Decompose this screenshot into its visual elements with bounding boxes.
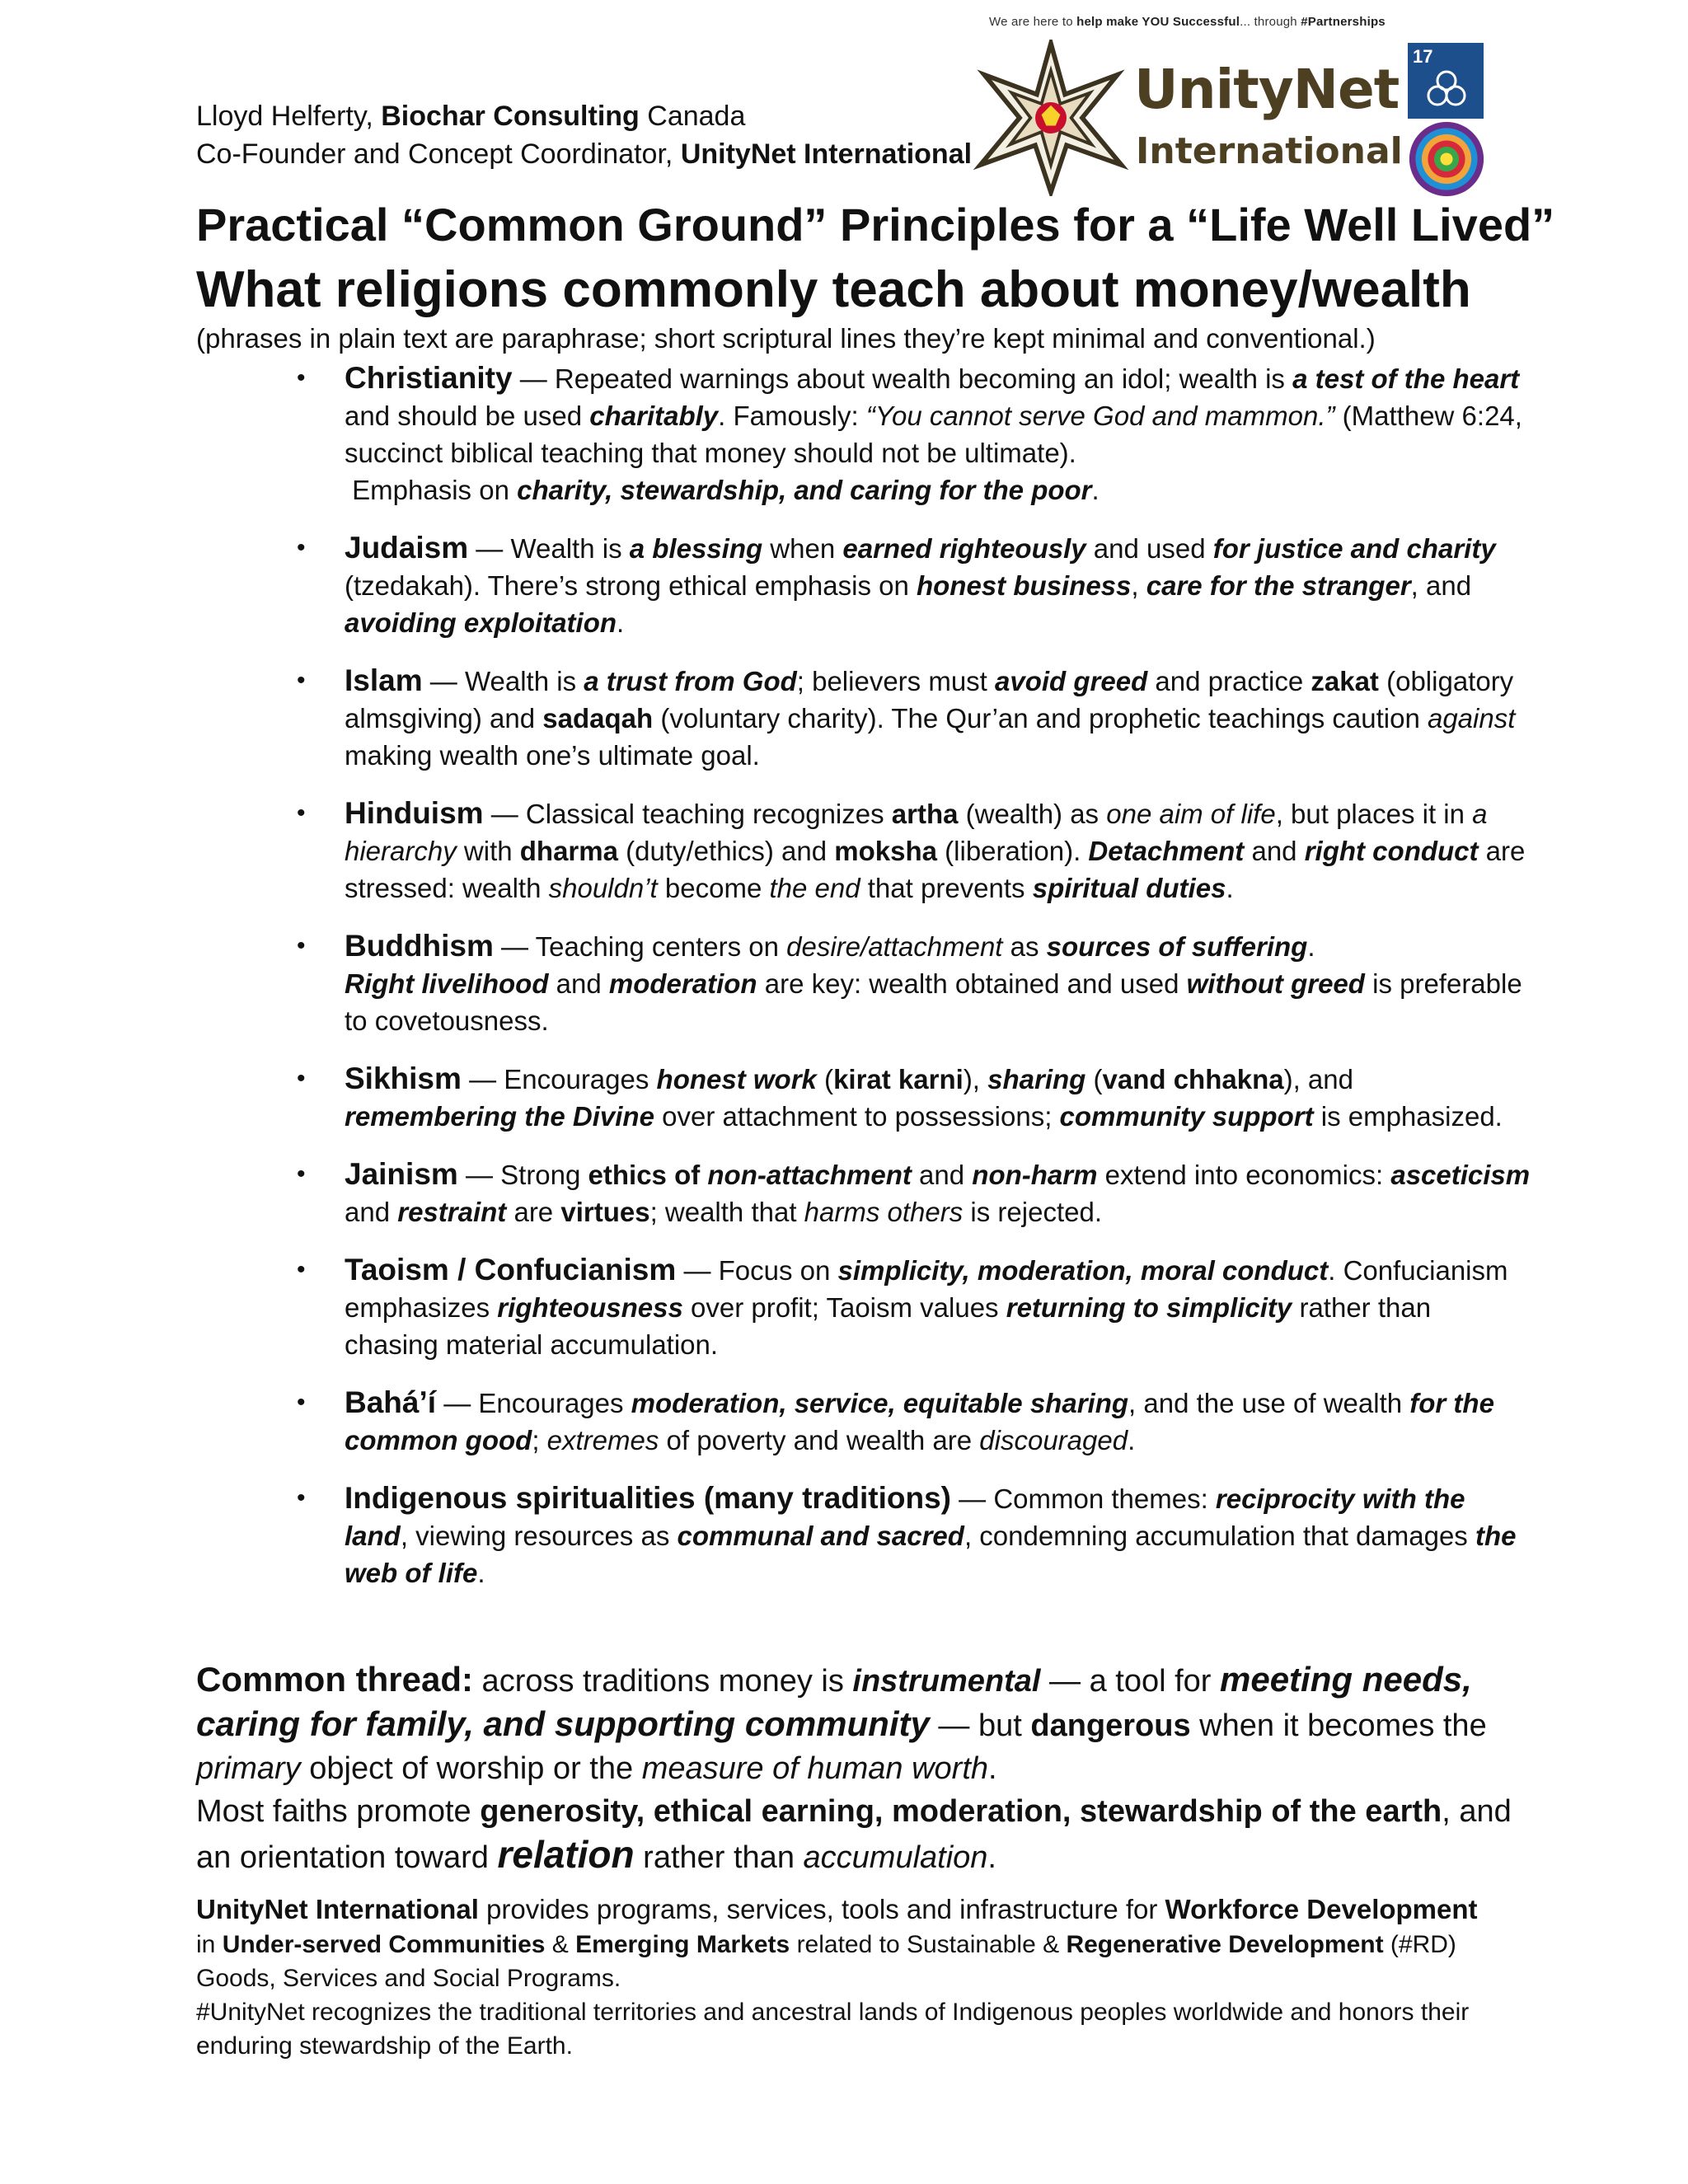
text-segment: (	[1085, 1064, 1103, 1094]
text-segment: (#RD)	[1383, 1931, 1456, 1958]
religion-list	[293, 359, 1531, 1612]
religion-name: Christianity	[345, 361, 513, 395]
text-segment: when it becomes the	[1190, 1708, 1487, 1743]
text-segment: (	[816, 1064, 834, 1094]
text-segment: related to Sustainable &	[790, 1931, 1067, 1958]
text-segment: rather than	[634, 1840, 804, 1875]
emphasis-text: non-attachment	[707, 1160, 912, 1190]
text-segment: are key: wealth obtained and used	[757, 968, 1187, 999]
religion-name: Sikhism	[345, 1062, 462, 1095]
text-segment: (tzedakah). There’s strong ethical emphasis on	[345, 570, 917, 601]
common-thread	[196, 1658, 1548, 1879]
text-segment: are stressed: wealth	[345, 836, 1526, 903]
text-segment: ;	[532, 1425, 547, 1455]
bold-text: sadaqah	[542, 703, 654, 733]
bold-text: zakat	[1311, 666, 1379, 696]
text-segment: — Repeated warnings about wealth becoming an idol; wealth is	[512, 363, 1293, 394]
text-segment: , and	[1410, 570, 1472, 601]
list-item	[345, 529, 1531, 641]
text-segment: (liberation).	[937, 836, 1089, 866]
text-segment: are	[506, 1197, 561, 1227]
text-segment: — Teaching centers on	[493, 931, 787, 962]
emphasis-text: a test of the heart	[1292, 363, 1520, 394]
text-segment: as	[1002, 931, 1047, 962]
italic-text: primary	[196, 1751, 301, 1786]
text-segment: extend into economics:	[1097, 1160, 1391, 1190]
italic-text: accumulation	[803, 1840, 988, 1875]
text-segment: .	[987, 1840, 996, 1875]
italic-text: desire/attachment	[786, 931, 1003, 962]
italic-text: against	[1427, 703, 1516, 733]
emphasis-text: charitably	[589, 401, 719, 431]
text-segment: provides programs, services, tools and infrastructure for	[478, 1894, 1165, 1924]
text-segment: — but	[929, 1708, 1031, 1743]
footer	[196, 1892, 1548, 2063]
religion-name: Taoism / Confucianism	[345, 1253, 677, 1286]
author-block	[196, 97, 972, 173]
list-item	[345, 359, 1531, 509]
text-segment: ),	[963, 1064, 988, 1094]
bold-text: kirat karni	[833, 1064, 964, 1094]
text-segment: .	[1226, 873, 1234, 903]
emphasis-text: instrumental	[852, 1664, 1041, 1699]
text-segment: ; believers must	[796, 666, 996, 696]
list-item	[345, 1251, 1531, 1363]
logo-sub: International	[1136, 130, 1403, 172]
emphasis-text: Detachment	[1088, 836, 1245, 866]
italic-text: “You cannot serve God and mammon.”	[865, 401, 1335, 431]
logo-tagline-prefix: We are here to	[989, 15, 1073, 29]
bold-text: ethics of	[588, 1160, 708, 1190]
text-segment: — Focus on	[676, 1255, 838, 1286]
text-segment: — Encourages	[436, 1388, 631, 1418]
emphasis-text: restraint	[397, 1197, 507, 1227]
list-item	[345, 927, 1531, 1039]
sdg-number: 17	[1413, 46, 1433, 67]
text-segment: — a tool for	[1040, 1664, 1220, 1699]
logo-tagline-mid: ... through	[1240, 15, 1297, 29]
emphasis-text: a trust from God	[584, 666, 797, 696]
text-segment: — Wealth is	[468, 533, 630, 564]
emphasis-text: avoiding exploitation	[345, 607, 617, 638]
author-name: Lloyd Helferty,	[196, 101, 373, 132]
author-role: Co-Founder and Concept Coordinator,	[196, 138, 673, 170]
emphasis-text: community support	[1059, 1101, 1314, 1132]
text-segment: Most faiths promote	[196, 1794, 481, 1829]
company-country: Canada	[647, 101, 746, 132]
emphasis-text: communal and sacred	[677, 1521, 964, 1551]
text-segment: . Confucianism emphasizes	[345, 1255, 1508, 1323]
emphasis-text: charity, stewardship, and caring for the poor	[517, 475, 1092, 505]
emphasis-text: moderation	[608, 968, 757, 999]
italic-text: one aim of life	[1106, 799, 1276, 829]
emphasis-text: avoid greed	[995, 666, 1148, 696]
emphasis-text: asceticism	[1390, 1160, 1531, 1190]
text-segment: (Matthew 6:24, succinct biblical teaching that money should not be ultimate).	[345, 401, 1522, 468]
religion-name: Judaism	[345, 531, 469, 565]
list-item	[345, 794, 1531, 907]
text-segment: when	[762, 533, 843, 564]
text-segment: is rejected.	[963, 1197, 1102, 1227]
text-segment: , and the use of wealth	[1128, 1388, 1410, 1418]
list-item	[345, 1060, 1531, 1135]
unitynet-logo	[973, 15, 1484, 196]
role-line	[196, 135, 972, 173]
religion-name: Indigenous spiritualities (many traditions)	[345, 1481, 951, 1515]
emphasis-text: for the common good	[345, 1388, 1494, 1455]
emphasis-text: remembering the Divine	[345, 1101, 654, 1132]
text-segment: ; wealth that	[649, 1197, 804, 1227]
emphasis-text: non-harm	[972, 1160, 1098, 1190]
author-line	[196, 97, 972, 135]
page-title: Practical “Common Ground” Principles for a “Life Well Lived”	[196, 199, 1555, 251]
text-segment: across traditions money is	[473, 1664, 853, 1699]
emphasis-text: the web of life	[345, 1521, 1517, 1588]
text-segment: #UnityNet recognizes the traditional territories and ancestral lands of Indigenous peoples worldwide and honors their enduring stewardship of the Earth.	[196, 1999, 1470, 2060]
text-segment: of poverty and wealth are	[659, 1425, 980, 1455]
religion-name: Jainism	[345, 1157, 458, 1191]
emphasis-text: without greed	[1186, 968, 1365, 999]
org-name: UnityNet International	[680, 138, 973, 170]
text-segment: over profit; Taoism values	[682, 1292, 1006, 1323]
text-segment: ), and	[1283, 1064, 1353, 1094]
text-segment: &	[545, 1931, 576, 1958]
bold-text: Workforce Development	[1165, 1894, 1478, 1924]
italic-text: harms others	[804, 1197, 964, 1227]
text-segment: and should be used	[345, 401, 590, 431]
bold-text: vand chhakna	[1102, 1064, 1284, 1094]
bold-text: Regenerative Development	[1066, 1931, 1384, 1958]
text-segment: (voluntary charity). The Qur’an and prophetic teachings caution	[653, 703, 1428, 733]
text-segment: with	[456, 836, 520, 866]
sdg-wheel-icon	[1408, 120, 1485, 198]
text-segment: and	[345, 1197, 398, 1227]
text-segment: .	[1128, 1425, 1136, 1455]
emphasis-text: right conduct	[1304, 836, 1479, 866]
common-thread-label: Common thread:	[196, 1660, 473, 1699]
company-name: Biochar Consulting	[381, 101, 640, 132]
text-segment: (wealth) as	[958, 799, 1107, 829]
bold-text: generosity, ethical earning, moderation, stewardship of the earth	[480, 1794, 1442, 1829]
text-segment: Goods, Services and Social Programs.	[196, 1965, 621, 1992]
paraphrase-note: (phrases in plain text are paraphrase; short scriptural lines they’re kept minimal and conventional.)	[196, 323, 1376, 354]
bold-text: dharma	[519, 836, 618, 866]
logo-tagline-hashtag: #Partnerships	[1301, 15, 1386, 29]
text-segment: over attachment to possessions;	[654, 1101, 1060, 1132]
text-segment: — Wealth is	[422, 666, 584, 696]
emphasis-text: honest work	[656, 1064, 817, 1094]
emphasis-text: Right livelihood	[345, 968, 549, 999]
emphasis-text: sources of suffering	[1046, 931, 1308, 962]
text-segment: in	[196, 1931, 223, 1958]
list-item	[345, 1479, 1531, 1591]
list-item	[345, 662, 1531, 774]
emphasis-text: care for the stranger	[1146, 570, 1411, 601]
logo-tagline-bold: help make YOU Successful	[1076, 15, 1240, 29]
text-segment: become	[657, 873, 770, 903]
religion-name: Bahá’í	[345, 1385, 437, 1419]
bold-text: artha	[891, 799, 959, 829]
star-logo-icon	[973, 40, 1129, 196]
text-segment: .	[1307, 931, 1315, 962]
text-segment: (duty/ethics) and	[617, 836, 835, 866]
religion-name: Buddhism	[345, 929, 494, 963]
religion-name: Hinduism	[345, 796, 484, 830]
italic-text: discouraged	[979, 1425, 1128, 1455]
text-segment: .	[988, 1751, 997, 1786]
text-segment: (obligatory almsgiving) and	[345, 666, 1514, 733]
text-segment: is emphasized.	[1313, 1101, 1503, 1132]
italic-text: a hierarchy	[345, 799, 1488, 866]
text-segment: .	[1091, 475, 1100, 505]
text-segment: that prevents	[860, 873, 1033, 903]
emphasis-text: meeting needs, caring for family, and supporting community	[196, 1660, 1472, 1743]
text-segment: is preferable to covetousness.	[345, 968, 1522, 1036]
text-segment: , but places it in	[1275, 799, 1473, 829]
text-segment: making wealth one’s ultimate goal.	[345, 740, 760, 771]
sdg-17-badge	[1408, 43, 1484, 119]
text-segment: and	[1244, 836, 1305, 866]
text-segment: .	[477, 1558, 485, 1588]
emphasis-text: for justice and charity	[1212, 533, 1496, 564]
text-segment: — Common themes:	[950, 1483, 1216, 1514]
italic-text: the end	[769, 873, 860, 903]
bold-text: moksha	[834, 836, 937, 866]
page-subtitle: What religions commonly teach about money/wealth	[196, 261, 1471, 318]
emphasis-text: honest business	[916, 570, 1132, 601]
sdg-partnership-icon	[1423, 66, 1470, 114]
text-segment: and	[548, 968, 609, 999]
bold-text: virtues	[560, 1197, 650, 1227]
text-segment: .	[617, 607, 625, 638]
text-segment: Emphasis on	[345, 475, 518, 505]
text-segment: and	[911, 1160, 973, 1190]
emphasis-text: relation	[497, 1833, 635, 1876]
text-segment: — Encourages	[461, 1064, 657, 1094]
logo-tagline	[989, 15, 1386, 29]
text-segment: . Famously:	[718, 401, 866, 431]
text-segment: , viewing resources as	[400, 1521, 678, 1551]
emphasis-text: simplicity, moderation, moral conduct	[837, 1255, 1329, 1286]
emphasis-text: earned righteously	[842, 533, 1086, 564]
italic-text: measure of human worth	[641, 1751, 989, 1786]
text-segment: , condemning accumulation that damages	[964, 1521, 1475, 1551]
bold-text: dangerous	[1030, 1708, 1191, 1743]
emphasis-text: reciprocity with the land	[345, 1483, 1465, 1551]
bold-text: Emerging Markets	[575, 1931, 790, 1958]
emphasis-text: a blessing	[629, 533, 763, 564]
text-segment: rather than chasing material accumulation.	[345, 1292, 1432, 1360]
logo-name: UnityNet	[1134, 58, 1400, 121]
text-segment: , and an orientation toward	[196, 1794, 1512, 1875]
bold-text: UnityNet International	[196, 1894, 479, 1924]
emphasis-text: spiritual duties	[1032, 873, 1226, 903]
text-segment: — Classical teaching recognizes	[483, 799, 892, 829]
text-segment: and practice	[1147, 666, 1311, 696]
emphasis-text: sharing	[987, 1064, 1086, 1094]
religion-name: Islam	[345, 663, 423, 697]
text-segment: and used	[1085, 533, 1213, 564]
emphasis-text: moderation, service, equitable sharing	[631, 1388, 1129, 1418]
list-item	[345, 1384, 1531, 1459]
emphasis-text: returning to simplicity	[1006, 1292, 1292, 1323]
bold-text: Under-served Communities	[222, 1931, 546, 1958]
text-segment: — Strong	[457, 1160, 588, 1190]
italic-text: extremes	[546, 1425, 659, 1455]
italic-text: shouldn’t	[548, 873, 658, 903]
emphasis-text: righteousness	[497, 1292, 683, 1323]
list-item	[345, 1155, 1531, 1230]
text-segment: ,	[1131, 570, 1146, 601]
text-segment: object of worship or the	[300, 1751, 642, 1786]
